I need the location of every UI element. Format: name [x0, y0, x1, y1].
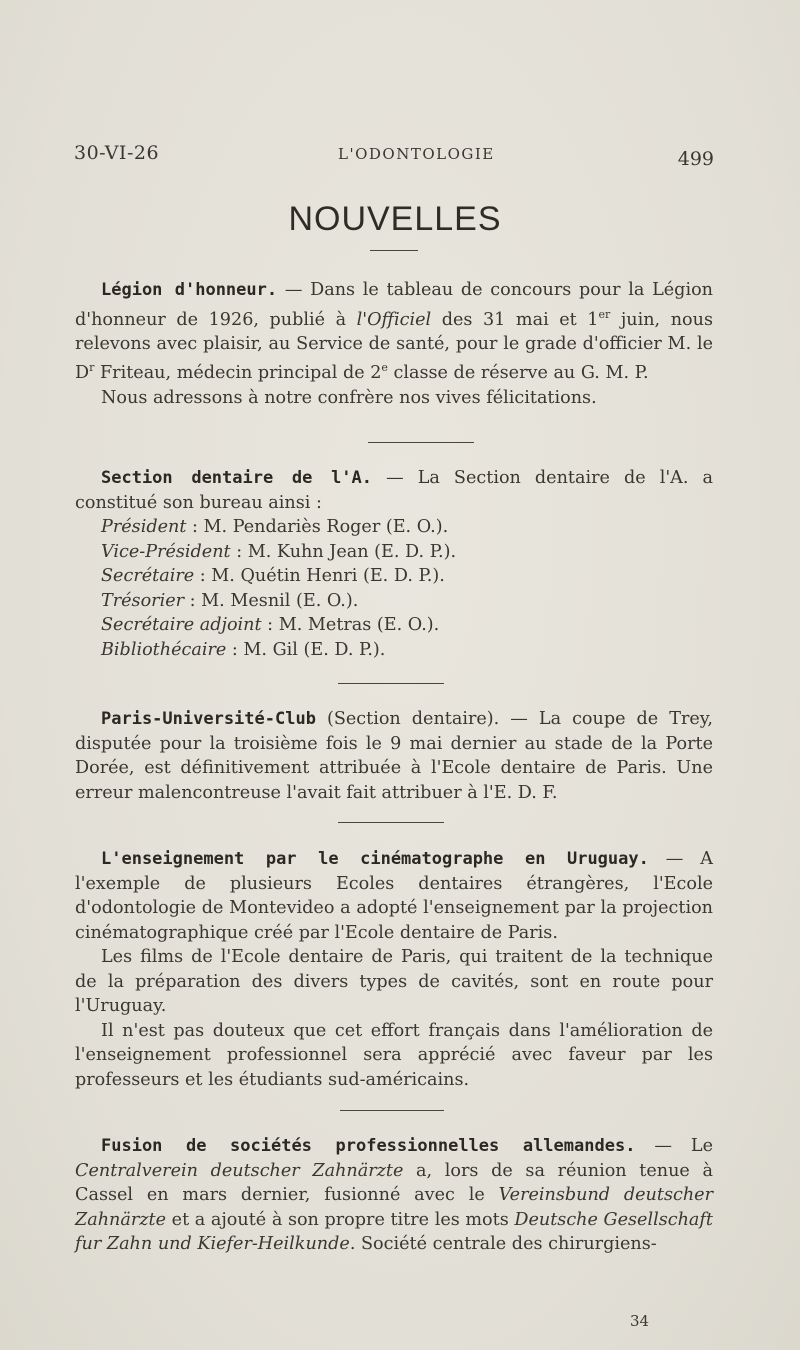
legion-congratulations: Nous adressons à notre confrère nos vives félicitations. — [101, 387, 597, 408]
title-rule — [370, 250, 418, 251]
section-dentaire-heading: Section dentaire de l'A. — [101, 468, 373, 488]
paris-club-heading: Paris-Université-Club — [101, 709, 316, 729]
section-dentaire — [75, 466, 713, 662]
journal-title: L'ODONTOLOGIE — [338, 145, 495, 163]
section-paris-club — [75, 707, 713, 805]
fusion-paragraph: Fusion de sociétés professionnelles allemandes. — Le Centralverein deutscher Zahnärzte a, lors de sa réunion tenue à Cassel en mars dernier, fusionné avec le Vereinsbund deutscher Zahnärzte et a ajouté à son propre titre les mots Deutsche Gesellschaft fur Zahn und Kiefer-Heilkunde. Société centrale des chirurgiens- — [75, 1136, 714, 1254]
member-secretaire-adjoint: Secrétaire adjoint : M. Metras (E. O.). — [101, 615, 440, 635]
paris-club-paragraph: Paris-Université-Club (Section dentaire). — La coupe de Trey, disputée pour la troisième fois le 9 mai dernier au stade de la Porte Dorée, est définitivement attribuée à l'Ecole dentaire de Paris. Une erreur malencontreuse l'avait fait attribuer à l'E. D. F. — [75, 709, 713, 803]
legion-paragraph: Légion d'honneur. — Dans le tableau de concours pour la Légion d'honneur de 1926, publié à l'Officiel des 31 mai et 1er juin, nous relevons avec plaisir, au Service de santé, pour le grade d'officier M. le $D^r$ Friteau, médecin principal de 2e classe de réserve au G. M. P. — [75, 280, 713, 384]
member-bibliothecaire: Bibliothécaire : M. Gil (E. D. P.). — [101, 639, 386, 660]
member-secretaire: Secrétaire : M. Quétin Henri (E. D. P.). — [101, 566, 445, 586]
fusion-heading: Fusion de sociétés professionnelles allemandes. — [101, 1136, 636, 1156]
running-header — [74, 142, 714, 172]
legion-heading: Légion d'honneur. — [101, 280, 278, 300]
section-divider — [340, 1110, 444, 1111]
section-divider — [368, 442, 474, 443]
member-vice-president: Vice-Président : M. Kuhn Jean (E. D. P.). — [101, 541, 457, 562]
page-title: NOUVELLES — [288, 200, 502, 238]
cinema-heading: L'enseignement par le cinématographe en Uruguay. — [101, 849, 649, 869]
page-number: 499 — [677, 148, 714, 170]
signature-mark: 34 — [630, 1312, 650, 1330]
section-fusion — [75, 1134, 713, 1257]
section-cinematographe — [75, 847, 713, 1092]
section-divider — [338, 683, 444, 684]
section-divider — [338, 822, 444, 823]
cinema-paragraph-3: Il n'est pas douteux que cet effort français dans l'amélioration de l'enseignement professionnel sera apprécié avec faveur par les professeurs et les étudiants sud-américains. — [75, 1020, 713, 1090]
member-president: Président : M. Pendariès Roger (E. O.). — [101, 517, 449, 537]
section-legion-honneur — [75, 278, 713, 410]
member-tresorier: Trésorier : M. Mesnil (E. O.). — [101, 590, 359, 611]
cinema-paragraph-2: Les films de l'Ecole dentaire de Paris, qui traitent de la technique de la préparation des divers types de cavités, sont en route pour l'Uruguay. — [75, 947, 713, 1016]
section-dentaire-intro: Section dentaire de l'A. — La Section dentaire de l'A. a constitué son bureau ainsi : — [75, 468, 714, 513]
issue-date: 30-VI-26 — [74, 142, 160, 164]
cinema-paragraph-1: L'enseignement par le cinématographe en Uruguay. — A l'exemple de plusieurs Ecoles dentaires étrangères, l'Ecole d'odontologie de Montevideo a adopté l'enseignement par la projection cinématographique créé par l'Ecole dentaire de Paris. — [75, 849, 713, 943]
